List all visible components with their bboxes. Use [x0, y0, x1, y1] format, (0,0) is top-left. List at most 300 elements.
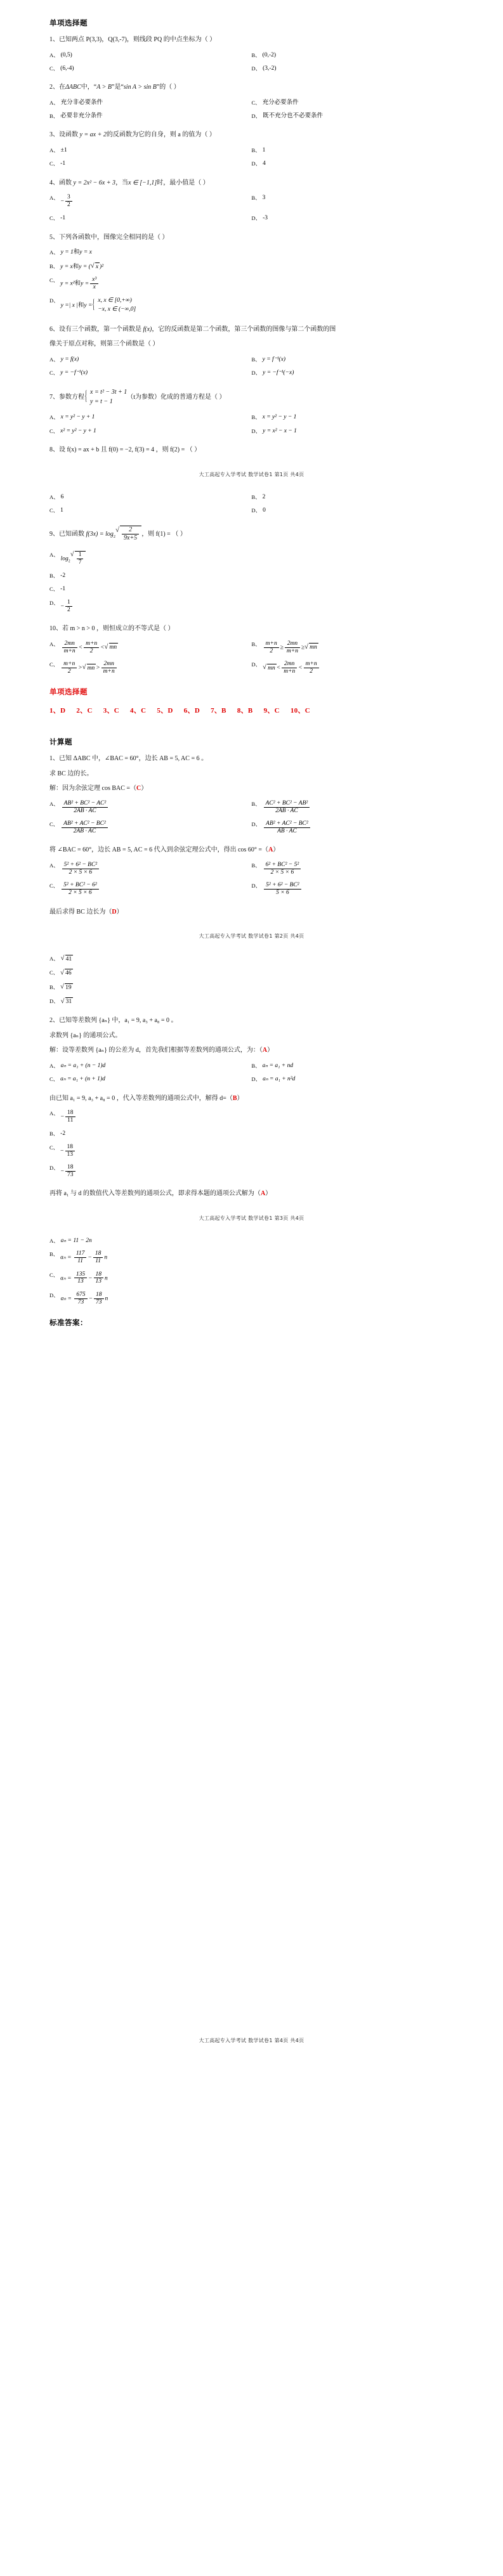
option-text [61, 862, 252, 876]
numerator: m+n [265, 640, 277, 647]
sqrt-icon [82, 664, 96, 672]
fraction-1 [62, 661, 77, 675]
option-4d[interactable] [252, 214, 454, 222]
option-2b[interactable] [49, 112, 252, 120]
option-7c[interactable] [49, 427, 252, 435]
option-label: D、 [251, 1076, 261, 1083]
fraction-2 [101, 661, 117, 675]
suffix: n [105, 1275, 108, 1282]
radicand [75, 551, 86, 566]
option-6d[interactable] [252, 369, 454, 377]
option-label: C、 [49, 661, 59, 668]
numerator: 2mn [64, 640, 75, 647]
calc-q2-option-1b[interactable] [252, 1062, 454, 1070]
and-word: 和 [73, 249, 80, 256]
calc-q2-stem-line2: 求数列 {aₙ} 的通项公式。 [49, 1032, 122, 1039]
option-label: D、 [251, 215, 261, 222]
calc-q2-option-1c[interactable] [49, 1075, 252, 1083]
operator-2: ≥ [301, 644, 305, 651]
denominator: 2AB · AC [62, 807, 108, 815]
option-text [61, 194, 252, 209]
sqrt-icon [60, 983, 73, 992]
option-5c[interactable] [49, 276, 454, 291]
denominator: 2 [65, 201, 72, 209]
fraction [264, 800, 310, 815]
operator: − [88, 1275, 93, 1282]
option-label: C、 [49, 507, 59, 514]
q4-function: y = 2x² − 6x + 3 [73, 179, 116, 186]
calc-q2-step3-options [49, 1237, 454, 1312]
calc-option-2a[interactable] [49, 862, 252, 876]
question-2-options [49, 99, 454, 126]
denominator: m+n [285, 647, 300, 655]
fn-1: y = x² [60, 280, 75, 287]
denominator: 7 [77, 559, 84, 566]
denominator: AB · AC [264, 827, 310, 835]
question-7-stem [49, 388, 454, 406]
q6-fx: f(x) [143, 325, 152, 333]
option-4a[interactable] [49, 194, 252, 209]
option-label: D、 [49, 599, 59, 606]
option-label: A、 [49, 493, 59, 500]
page-footer-3: 大工高起专入学考试 数学试卷1 第3页 共4页 [199, 1215, 304, 1221]
denominator: 2 [84, 647, 99, 655]
option-text [263, 640, 454, 655]
option-label: A、 [49, 1237, 59, 1244]
numerator: 117 [75, 1250, 85, 1257]
option-3a[interactable] [49, 146, 252, 154]
calc-q2-stem-line1: 2、已知等差数列 {aₙ} 中，a₁ = 9, a₃ + a₈ = 0 。 [49, 1017, 178, 1025]
q2-triangle: ΔABC [65, 84, 81, 91]
numerator: 18 [95, 1250, 101, 1257]
option-label: C、 [49, 1076, 59, 1083]
step1-post: ） [267, 1047, 274, 1054]
calc-option-2b[interactable] [252, 862, 454, 876]
q9-pre: 9、已知函数 [49, 531, 84, 538]
option-text: -1 [60, 215, 66, 222]
option-label: B、 [251, 640, 261, 647]
option-label: C、 [49, 160, 59, 167]
option-label: A、 [49, 51, 59, 58]
fraction-2 [93, 1250, 103, 1265]
numerator: 18 [67, 1143, 74, 1150]
calc-q2-option-3c[interactable] [49, 1271, 454, 1286]
question-3-options [49, 146, 454, 174]
option-text: aₙ = a₁ + (n + 1)d [60, 1076, 105, 1083]
option-text [61, 1164, 454, 1179]
fraction [65, 1144, 75, 1158]
operator: − [88, 1254, 92, 1261]
fraction [62, 800, 108, 815]
question-4-stem [49, 179, 454, 188]
option-10d[interactable] [252, 661, 454, 675]
option-label: D、 [49, 1165, 59, 1172]
option-3b[interactable] [252, 146, 454, 154]
calc-option-2c[interactable] [49, 882, 252, 896]
option-10c[interactable] [49, 661, 252, 675]
fraction-1 [74, 1271, 87, 1286]
sqrt-icon [304, 643, 318, 651]
sqrt-icon [91, 262, 100, 271]
param-eq-1: { x = t² − 3t + 1 [90, 389, 127, 396]
numerator: 3 [67, 194, 70, 201]
numerator: 5² + BC² − 6² [63, 882, 97, 889]
operator-1: < [78, 644, 83, 651]
fraction [122, 526, 139, 542]
fraction [65, 1164, 75, 1179]
option-1c[interactable] [49, 65, 252, 72]
calc-option-3a[interactable] [49, 955, 454, 963]
option-4b[interactable] [252, 194, 454, 209]
numerator: AC² + BC² − AB² [265, 799, 308, 806]
denominator: 2 [304, 668, 319, 675]
option-4c[interactable] [49, 214, 252, 222]
step1-answer: A [262, 1047, 268, 1054]
step1-answer: C [136, 785, 141, 793]
option-text [263, 800, 454, 815]
calc-q2-option-2c[interactable] [49, 1144, 454, 1158]
option-label: B、 [251, 195, 261, 202]
question-10-stem: 10、若 m > n > 0 ，则恒成立的不等式是（ ） [49, 625, 174, 633]
q4-post: 时，最小值是（ ） [157, 179, 209, 186]
numerator: AB² + BC² − AC² [63, 799, 107, 806]
option-label: C、 [49, 370, 59, 377]
option-label: B、 [251, 51, 261, 58]
answer-6: 6、D [183, 707, 200, 715]
option-5b[interactable] [49, 262, 454, 271]
option-5d[interactable] [49, 297, 454, 314]
question-7-options [49, 413, 454, 441]
option-text [61, 297, 454, 314]
option-text: 3 [262, 195, 266, 202]
piece-2: −x, x ∈ (−∞,0] [98, 306, 136, 313]
calc-q2-option-3a[interactable] [49, 1237, 454, 1245]
numerator: 18 [96, 1291, 102, 1298]
piece-1: { x, x ∈ [0,+∞) [98, 297, 132, 304]
denominator: 11 [93, 1257, 103, 1265]
calc-q2-option-3d[interactable] [49, 1291, 454, 1306]
fraction [65, 1110, 75, 1124]
q4-domain: x ∈ [−1,1] [128, 179, 157, 186]
system-rows [90, 388, 127, 406]
calc-option-3c[interactable] [49, 969, 454, 977]
calc-q1-step2-prompt [49, 846, 454, 855]
step3-post: ） [116, 908, 123, 916]
option-text: -2 [60, 1130, 66, 1137]
fraction-1 [74, 1250, 87, 1265]
option-text: 6 [60, 493, 64, 500]
option-label: C、 [49, 969, 59, 976]
operator-1: ≥ [280, 644, 284, 651]
fraction-1 [264, 640, 279, 655]
option-7d[interactable] [252, 427, 454, 435]
calc-q2-option-2a[interactable] [49, 1110, 454, 1124]
answer-3: 3、C [103, 707, 120, 715]
option-3c[interactable] [49, 160, 252, 167]
calc-q2-step3-prompt [49, 1190, 454, 1198]
option-text: 必要非充分条件 [60, 113, 103, 120]
option-10b[interactable] [252, 640, 454, 655]
option-text [61, 640, 252, 655]
option-label: D、 [49, 1291, 59, 1298]
denominator: 11 [65, 1116, 75, 1124]
question-10-options [49, 640, 454, 682]
step2-post: ） [273, 846, 280, 854]
option-label: A、 [49, 800, 59, 807]
option-label: D、 [49, 297, 59, 304]
q2-condition-2: sin A > sin B [123, 84, 157, 91]
question-5-options [49, 249, 454, 320]
option-5a[interactable] [49, 249, 454, 256]
option-1a[interactable] [49, 51, 252, 59]
option-text: aₙ = a₁ + (n − 1)d [60, 1062, 106, 1069]
option-3d[interactable] [252, 160, 454, 167]
option-text [60, 969, 454, 977]
fraction-2 [84, 640, 99, 655]
answer-8: 8、B [237, 707, 253, 715]
fraction [62, 882, 99, 896]
answer-9: 9、C [263, 707, 280, 715]
option-text: -1 [60, 160, 66, 167]
option-label: D、 [251, 65, 261, 72]
option-text: 充分必要条件 [262, 99, 299, 106]
q4-mid: ，当 [115, 179, 129, 186]
operator-2: < [100, 644, 105, 651]
option-text: aₙ = 11 − 2n [60, 1237, 92, 1244]
step1-pre: 解：因为余弦定理 cos BAC =（ [49, 785, 137, 793]
page-footer-4: 大工高起专入学考试 数学试卷1 第4页 共4页 [199, 2038, 304, 2044]
option-text [60, 262, 454, 271]
option-9c[interactable] [49, 585, 454, 593]
option-text: ±1 [60, 146, 67, 153]
fraction [65, 194, 72, 209]
and-word: 和 [74, 280, 81, 287]
calc-option-3b[interactable] [49, 983, 454, 992]
denominator: m+n [101, 668, 117, 675]
numerator: m+n [63, 660, 75, 667]
calc-q2-step1-prompt [49, 1047, 454, 1055]
option-text: 2 [262, 493, 266, 500]
q4-pre: 4、函数 [49, 179, 72, 186]
denominator: 5 × 6 [264, 889, 301, 896]
question-1-options [49, 51, 454, 79]
option-label: B、 [49, 113, 59, 120]
suffix: n [104, 1254, 108, 1261]
calc-option-2d[interactable] [252, 882, 454, 896]
calc-option-1b[interactable] [252, 800, 454, 815]
denominator: x [90, 283, 98, 291]
denominator: 73 [94, 1298, 104, 1306]
option-label: C、 [49, 821, 59, 828]
fn-2: y = x [79, 249, 92, 256]
option-1d[interactable] [252, 65, 454, 72]
prefix: aₙ = [60, 1254, 73, 1261]
calc-q2-step2-options [49, 1110, 454, 1184]
step2-pre: 由已知 a₁ = 9, a₃ + a₈ = 0 ，代入等差数列的通项公式中，解得 d=（ [49, 1094, 233, 1102]
denominator: m+n [62, 647, 77, 655]
denominator: 11 [74, 1257, 87, 1265]
numerator: 6² + BC² − 5² [265, 861, 299, 868]
option-2c[interactable] [252, 99, 454, 107]
log-base: 2 [68, 559, 70, 564]
minus-sign: − [60, 603, 64, 610]
calc-option-1d[interactable] [252, 820, 454, 835]
option-label: D、 [251, 661, 261, 668]
option-text [60, 820, 251, 835]
fn-1: y = x [60, 263, 73, 270]
question-5-stem: 5、下列各函数中，图像完全相同的是（ ） [49, 233, 169, 241]
option-7b[interactable] [252, 413, 454, 421]
option-text: 充分非必要条件 [60, 99, 103, 106]
option-label: B、 [49, 262, 59, 269]
fn-2-post: )² [100, 263, 104, 270]
numerator: 675 [76, 1291, 86, 1298]
denominator: 2AB · AC [62, 827, 108, 835]
suffix: n [105, 1295, 108, 1302]
param-eq-2: y = t − 1 [90, 398, 113, 405]
option-6c[interactable] [49, 369, 252, 377]
system-brace [84, 388, 127, 406]
option-label: C、 [251, 99, 261, 106]
log-symbol: log [60, 555, 69, 562]
option-label: D、 [251, 113, 261, 120]
option-text [60, 276, 454, 291]
option-8b[interactable] [252, 493, 454, 501]
option-text: -2 [60, 573, 66, 579]
radicand: mn [109, 644, 117, 651]
option-8c[interactable] [49, 507, 252, 514]
option-label: D、 [49, 998, 59, 1005]
option-text: 既不充分也不必要条件 [263, 113, 323, 120]
option-2a[interactable] [49, 99, 252, 107]
option-text [61, 800, 252, 815]
option-label: B、 [49, 1251, 59, 1258]
option-text: y = f(x) [60, 356, 79, 363]
sqrt-icon [115, 526, 141, 542]
numerator: √ 1 [78, 551, 82, 558]
q3-post: 的反函数为它的自身，则 a 的值为（ ） [106, 131, 216, 139]
option-label: B、 [251, 356, 261, 363]
operator-1: > [78, 664, 82, 671]
calc-option-1c[interactable] [49, 820, 252, 835]
option-1b[interactable] [252, 51, 454, 59]
option-text: x = y² − y + 1 [60, 414, 95, 421]
fn-2-pre: y = ( [79, 263, 91, 270]
option-text [263, 820, 454, 835]
option-text: (0,-2) [262, 51, 277, 58]
radicand: 19 [65, 984, 72, 991]
option-2d[interactable] [252, 112, 454, 120]
option-label: D、 [251, 370, 261, 377]
q2-condition-1: A > B [96, 84, 112, 91]
sqrt-icon [105, 643, 119, 651]
denominator: 2 [65, 606, 72, 614]
option-text [61, 997, 454, 1006]
fn-1: y = 1 [60, 249, 74, 256]
operator-2: < [298, 664, 303, 671]
calc-option-1a[interactable] [49, 800, 252, 815]
numerator: 18 [95, 1271, 102, 1278]
sqrt-icon [61, 955, 74, 963]
question-8-stem: 8、设 f(x) = ax + b 且 f(0) = −2, f(3) = 4 ，则 f(2) = （ ） [49, 446, 201, 454]
option-label: B、 [49, 983, 59, 990]
fraction [90, 276, 98, 291]
option-label: B、 [251, 1062, 261, 1069]
option-text [60, 1250, 454, 1265]
calc-q2-option-2d[interactable] [49, 1164, 454, 1179]
calc-option-3d[interactable] [49, 997, 454, 1006]
option-9a[interactable] [49, 551, 454, 566]
calc-q1-step2-options [49, 862, 454, 903]
option-label: B、 [251, 146, 261, 153]
option-text: aₙ = a₁ + nd [262, 1062, 294, 1069]
fraction [62, 820, 108, 835]
step3-pre: 再将 a₁ 与 d 的数值代入等差数列的通项公式，即求得本题的通项公式解为（ [49, 1190, 261, 1198]
fraction [264, 820, 310, 835]
option-8a[interactable] [49, 493, 252, 501]
denominator: m+n [282, 668, 297, 675]
question-3-stem [49, 131, 454, 139]
section-title-calc: 计算题 [49, 737, 72, 747]
question-1-stem: 1、已知两点 P(3,3)，Q(3,-7)，则线段 PQ 的中点坐标为（ ） [49, 36, 216, 43]
q9-function: f(3x) = log [86, 531, 114, 538]
calc-q2-option-3b[interactable] [49, 1250, 454, 1265]
spacer [49, 722, 454, 737]
calc-q2-option-2b[interactable] [49, 1130, 454, 1137]
q6-pre: 6、设有三个函数，第一个函数是 [49, 325, 141, 333]
option-7a[interactable] [49, 413, 252, 421]
question-6-stem-line2: 像关于原点对称，则第三个函数是（ ） [49, 340, 159, 348]
calc-q2-option-1d[interactable] [252, 1075, 454, 1083]
minus-sign: − [60, 1148, 64, 1155]
minus-sign: − [60, 1113, 64, 1120]
q6-post: ，它的反函数是第二个函数，第三个函数的图像与第二个函数的图 [152, 325, 336, 333]
blank-area [49, 1336, 454, 2021]
fraction-1 [282, 661, 297, 675]
option-label: C、 [49, 883, 59, 890]
numerator: m+n [305, 660, 317, 667]
calc-q2-step2-prompt [49, 1095, 454, 1103]
option-label: C、 [49, 65, 59, 72]
answer-7: 7、B [211, 707, 226, 715]
question-8-options [49, 493, 454, 521]
numerator: AB² + AC² − BC² [63, 820, 106, 827]
option-10a[interactable] [49, 640, 252, 655]
option-8d[interactable] [252, 507, 454, 514]
sqrt-icon [60, 969, 73, 977]
option-6a[interactable] [49, 356, 252, 363]
option-label: A、 [49, 99, 59, 106]
calc-q2-option-1a[interactable] [49, 1062, 252, 1070]
option-label: C、 [49, 1271, 59, 1278]
option-text: y = −f⁻¹(x) [60, 370, 88, 377]
radicand: mn [310, 644, 317, 651]
option-label: D、 [251, 507, 261, 514]
option-text [61, 955, 454, 963]
option-6b[interactable] [252, 356, 454, 363]
step2-answer: B [232, 1094, 237, 1102]
numerator: 2mn [287, 640, 298, 647]
option-9b[interactable] [49, 572, 454, 579]
radicand: mn [87, 664, 95, 671]
piecewise-brace [92, 297, 136, 314]
fraction-2 [94, 1271, 104, 1286]
numerator: 5² + 6² − BC² [266, 882, 299, 889]
option-text: 4 [263, 160, 266, 167]
option-9d[interactable] [49, 599, 454, 614]
denominator: 2 × 5 × 6 [264, 869, 301, 876]
fraction [62, 862, 100, 876]
